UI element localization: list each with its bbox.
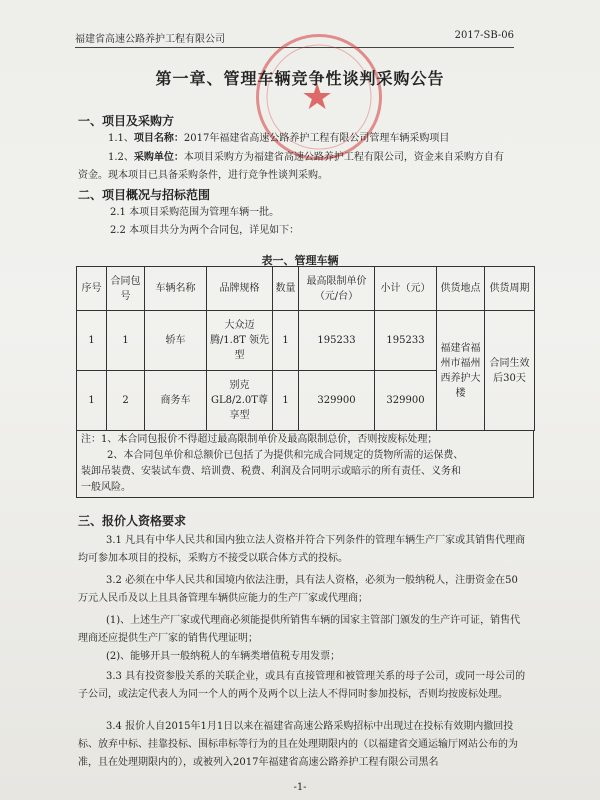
- cell-period: 合同生效后30天: [485, 311, 535, 431]
- th-index: 序号: [77, 267, 107, 311]
- s3-para-3: (1)、上述生产厂家或代理商必须能提供所销售车辆的国家主管部门颁发的生产许可证，销售代理商还应提供生产厂家的销售代理证明；: [78, 615, 521, 644]
- th-unit-price: 最高限制单价（元/台）: [299, 267, 375, 311]
- table-note: [76, 430, 534, 498]
- note-line-1: 注：1、本合同包报价不得超过最高限制单价及最高限制总价，否则按废标处理；: [81, 434, 438, 445]
- cell: 1: [107, 311, 145, 371]
- cell: 1: [273, 371, 299, 431]
- cell: 1: [77, 371, 107, 431]
- th-qty: 数量: [273, 267, 299, 311]
- cell: 1: [273, 311, 299, 371]
- th-package: 合同包号: [107, 267, 145, 311]
- s3-para-4: (2)、能够开具一般纳税人的车辆类增值税专用发票；: [106, 651, 341, 662]
- s1-line-2: 1.2、采购单位：本项目采购方为福建省高速公路养护工程有限公司，资金来自采购方自有: [108, 152, 504, 163]
- cell: 商务车: [145, 371, 207, 431]
- note-line-3: 装卸吊装费、安装试车费、培训费、税费、利润及合同明示或暗示的所有责任、义务和: [81, 466, 461, 477]
- section-1-heading: 一、项目及采购方: [78, 114, 175, 128]
- th-brand: 品牌规格: [207, 267, 273, 311]
- th-period: 供货周期: [485, 267, 535, 311]
- section-2-heading: 二、项目概况与招标范围: [78, 188, 211, 202]
- s2-line-2: 2.2 本项目共分为两个合同包，详见如下：: [110, 225, 300, 236]
- note-line-2: 2、本合同包单价和总额价已包括了为提供和完成合同规定的货物所需的运保费、: [107, 450, 464, 461]
- th-location: 供货地点: [437, 267, 485, 311]
- cell: 1: [77, 311, 107, 371]
- cell: 2: [107, 371, 145, 431]
- note-line-4: 一般风险。: [81, 482, 131, 493]
- s3-para-2: 3.2 必须在中华人民共和国境内依法注册，具有法人资格，必须为一般纳税人，注册资金在50万元人民币及以上且具备管理车辆供应能力的生产厂家或代理商；: [78, 575, 518, 604]
- page-number: -1-: [293, 782, 307, 793]
- cell: 195233: [375, 311, 437, 371]
- document-title: 第一章、管理车辆竞争性谈判采购公告: [155, 69, 445, 88]
- cell: 别克GL8/2.0T尊享型: [207, 371, 273, 431]
- s3-para-1: 3.1 凡具有中华人民共和国内独立法人资格并符合下列条件的管理车辆生产厂家或其销售代理商均可参加本项目的投标，采购方不接受以联合体方式的投标。: [78, 535, 526, 564]
- th-subtotal: 小计（元）: [375, 267, 437, 311]
- cell: 329900: [299, 371, 375, 431]
- cell: 329900: [375, 371, 437, 431]
- s1-line-3: 资金。现本项目已具备采购条件，进行竞争性谈判采购。: [78, 170, 328, 181]
- cell: 195233: [299, 311, 375, 371]
- table-caption: 表一、管理车辆: [261, 254, 339, 267]
- header-company: 福建省高速公路养护工程有限公司: [75, 34, 225, 45]
- s2-line-1: 2.1 本项目采购范围为管理车辆一批。: [110, 207, 280, 218]
- cell: 轿车: [145, 311, 207, 371]
- header-code: 2017-SB-06: [454, 30, 514, 41]
- s3-para-5: 3.3 具有投资参股关系的关联企业，或具有直接管理和被管理关系的母子公司，或同一母公司的子公司，或法定代表人为同一个人的两个及两个以上法人不得同时参加投标，否则均按废标处理。: [78, 671, 526, 700]
- table-header-row: [77, 267, 535, 311]
- cell-location: 福建省福州市福州西养护大楼: [437, 311, 485, 431]
- cell: 大众迈腾/1.8T 领先型: [207, 311, 273, 371]
- table-row: [77, 311, 535, 371]
- th-vehicle: 车辆名称: [145, 267, 207, 311]
- s3-para-6: 3.4 报价人自2015年1月1日以来在福建省高速公路采购招标中出现过在投标有效期内撤回投标、放弃中标、挂靠投标、围标串标等行为的且在处理期限内的（以福建省交通运输厅网站公布的为准，且在处理期限内的），或被列入2017年福建省高速公路养护工程有限公司黑名: [78, 721, 518, 768]
- seal-star-icon: ★: [301, 77, 334, 118]
- vehicle-table: [76, 266, 535, 431]
- s1-line-1: 1.1、项目名称：2017年福建省高速公路养护工程有限公司管理车辆采购项目: [108, 133, 450, 144]
- section-3-heading: 三、报价人资格要求: [78, 514, 187, 528]
